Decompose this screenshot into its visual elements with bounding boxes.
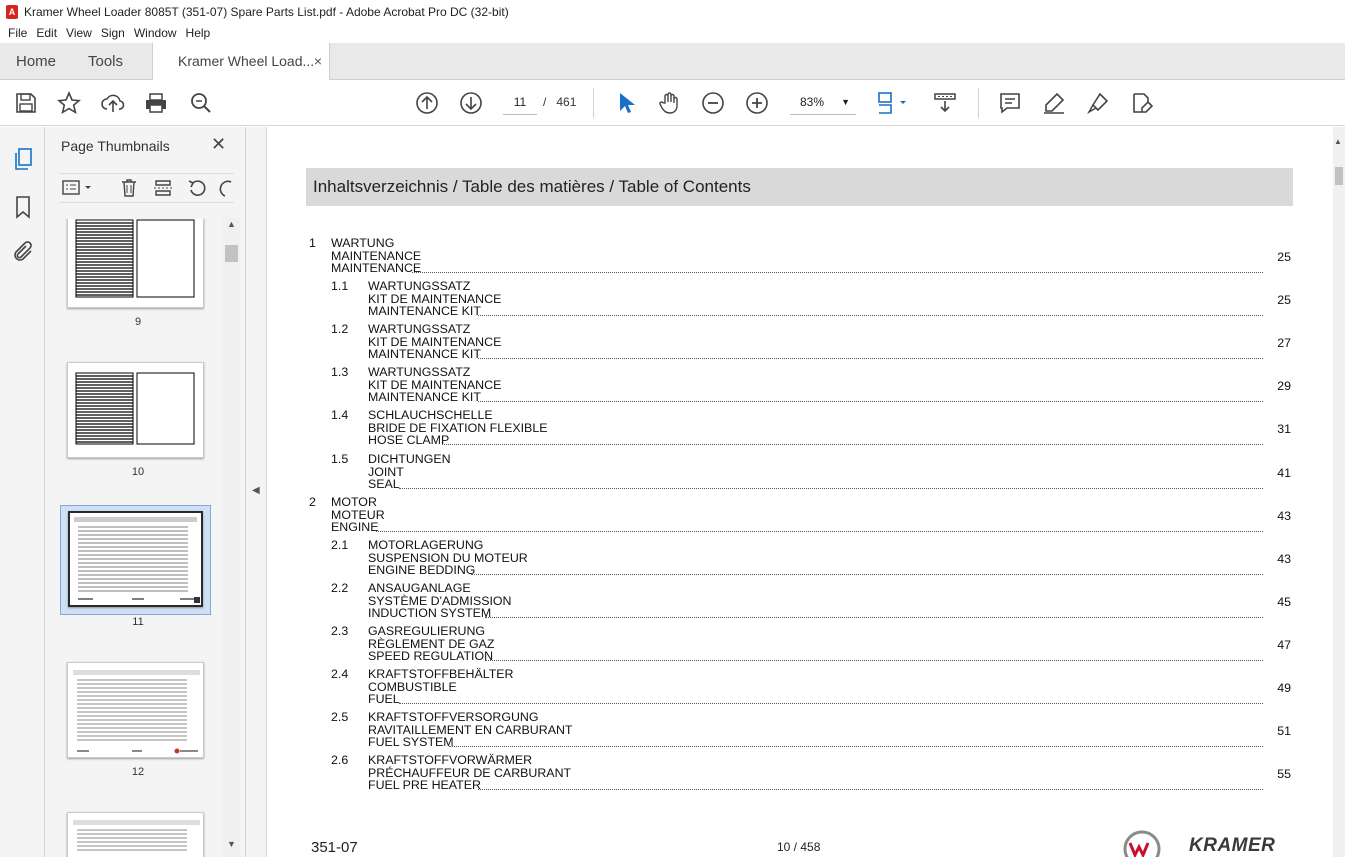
toc-entry-number: 1.2 bbox=[331, 322, 349, 336]
toc-entry-title-line: KRAFTSTOFFBEHÄLTER bbox=[368, 667, 514, 681]
toolbar-divider bbox=[978, 88, 979, 118]
tab-close-icon[interactable]: × bbox=[313, 53, 322, 69]
scroll-up-icon[interactable]: ▲ bbox=[1334, 137, 1342, 146]
toc-entry-title-line: WARTUNGSSATZ bbox=[368, 322, 471, 336]
toc-dot-leader bbox=[442, 444, 1263, 445]
scrollbar-thumb[interactable] bbox=[225, 245, 238, 262]
toc-entry-title-line: PRÉCHAUFFEUR DE CARBURANT bbox=[368, 765, 572, 780]
toolbar bbox=[0, 80, 1345, 126]
toc-entry-title-line: SUSPENSION DU MOTEUR bbox=[368, 550, 528, 565]
toc-entry-title-line: WARTUNGSSATZ bbox=[368, 279, 471, 293]
page-total-count: 461 bbox=[556, 95, 577, 109]
toc-entry-title-line: MAINTENANCE KIT bbox=[368, 304, 481, 319]
toc-dot-leader bbox=[399, 488, 1263, 489]
toc-entry[interactable] bbox=[267, 453, 1297, 493]
toc-page-number: 43 bbox=[1277, 552, 1291, 566]
toc-page-number: 43 bbox=[1277, 509, 1291, 523]
menu-view[interactable]: View bbox=[66, 26, 92, 40]
toc-dot-leader bbox=[399, 703, 1263, 704]
attachment-icon[interactable] bbox=[11, 240, 35, 264]
page-12-preview bbox=[68, 663, 205, 759]
toc-entry[interactable] bbox=[267, 625, 1297, 665]
toc-header: Inhaltsverzeichnis / Table des matières / Table of Contents bbox=[306, 168, 1293, 206]
toc-entry-title-line: FUEL bbox=[368, 692, 400, 707]
toc-entry-titles bbox=[368, 625, 494, 663]
toc-entry-title-line: KRAFTSTOFFVORWÄRMER bbox=[368, 753, 533, 767]
select-cursor-icon[interactable] bbox=[614, 91, 638, 115]
toc-entry-title-line: FUEL SYSTEM bbox=[368, 735, 454, 750]
toc-entry-title-line: ANSAUGANLAGE bbox=[368, 581, 471, 595]
toc-entry[interactable] bbox=[267, 711, 1297, 751]
toc-page-number: 47 bbox=[1277, 638, 1291, 652]
toc-entry-title-line: BRIDE DE FIXATION FLEXIBLE bbox=[368, 420, 548, 435]
thumbnail-toolbar bbox=[59, 173, 234, 203]
page-fit-icon[interactable] bbox=[876, 91, 908, 115]
window-title: Kramer Wheel Loader 8085T (351-07) Spare Parts List.pdf - Adobe Acrobat Pro DC (32-bit) bbox=[24, 4, 509, 19]
toc-page-number: 41 bbox=[1277, 466, 1291, 480]
toc-entry-title-line: KIT DE MAINTENANCE bbox=[368, 377, 502, 392]
scroll-down-icon[interactable]: ▼ bbox=[227, 839, 236, 849]
toc-entry-titles bbox=[368, 539, 528, 577]
hand-tool-icon[interactable] bbox=[657, 91, 681, 115]
print-icon[interactable] bbox=[144, 91, 168, 115]
thumbnail-page-10[interactable] bbox=[67, 362, 204, 458]
toc-entry-number: 1.3 bbox=[331, 365, 349, 379]
document-code: 351-07 bbox=[311, 839, 358, 856]
toc-entry-title-line: MAINTENANCE KIT bbox=[368, 390, 481, 405]
toc-entry-number: 1.4 bbox=[331, 408, 349, 422]
toc-entry[interactable] bbox=[267, 237, 1297, 277]
zoom-out-icon[interactable] bbox=[701, 91, 725, 115]
toc-entry-title-line: KRAFTSTOFFVERSORGUNG bbox=[368, 710, 539, 724]
zoom-in-icon[interactable] bbox=[745, 91, 769, 115]
toc-dot-leader bbox=[412, 272, 1263, 273]
toc-entry-title-line: MOTORLAGERUNG bbox=[368, 538, 484, 552]
thumbnail-list bbox=[45, 219, 231, 857]
toc-entry-title-line: KIT DE MAINTENANCE bbox=[368, 334, 502, 349]
tab-tools[interactable]: Tools bbox=[88, 53, 124, 70]
thumbnail-scrollbar[interactable] bbox=[223, 217, 240, 857]
draw-sign-icon[interactable] bbox=[1086, 91, 1110, 115]
toc-entry-number: 2.2 bbox=[331, 581, 349, 595]
toc-entry-title-line: MAINTENANCE bbox=[331, 261, 422, 276]
toc-entry-titles bbox=[368, 582, 512, 620]
toc-entry-number: 1.5 bbox=[331, 452, 349, 466]
tab-home[interactable]: Home bbox=[16, 53, 57, 70]
toc-entry-title-line: WARTUNG bbox=[331, 236, 395, 250]
bookmark-icon[interactable] bbox=[11, 195, 35, 219]
scroll-up-icon[interactable]: ▲ bbox=[227, 219, 236, 229]
toc-entry-title-line: WARTUNGSSATZ bbox=[368, 365, 471, 379]
toc-entry[interactable] bbox=[267, 582, 1297, 622]
tab-document[interactable] bbox=[152, 43, 330, 81]
zoom-value: 83% bbox=[800, 95, 825, 109]
panel-title: Page Thumbnails bbox=[61, 138, 170, 154]
toc-page-number: 25 bbox=[1277, 250, 1291, 264]
toc-entry-titles bbox=[368, 668, 514, 706]
toc-entry-title-line: SYSTÈME D'ADMISSION bbox=[368, 593, 512, 608]
toc-entry-number: 1 bbox=[309, 236, 316, 250]
toc-entry-titles bbox=[331, 237, 421, 275]
page-11-preview bbox=[70, 513, 201, 605]
toc-entry[interactable] bbox=[267, 409, 1297, 449]
toc-entry-title-line: SCHLAUCHSCHELLE bbox=[368, 408, 493, 422]
toc-entry[interactable] bbox=[267, 366, 1297, 406]
toc-dot-leader bbox=[478, 315, 1263, 316]
scroll-mode-icon[interactable] bbox=[933, 91, 957, 115]
acrobat-app-icon: A bbox=[6, 5, 18, 19]
bookmark-star-icon[interactable] bbox=[57, 91, 81, 115]
toc-entry[interactable] bbox=[267, 280, 1297, 320]
toc-entry-titles bbox=[368, 754, 571, 792]
page-thumbnails-icon[interactable] bbox=[11, 147, 35, 171]
toc-dot-leader bbox=[478, 401, 1263, 402]
toc-entry-title-line: DICHTUNGEN bbox=[368, 452, 451, 466]
thumbnail-page-11[interactable] bbox=[68, 511, 203, 607]
document-scrollbar[interactable] bbox=[1333, 127, 1345, 857]
previous-page-icon[interactable] bbox=[415, 91, 439, 115]
toc-page-number: 27 bbox=[1277, 336, 1291, 350]
toc-page-number: 29 bbox=[1277, 379, 1291, 393]
toc-entry-title-line: RAVITAILLEMENT EN CARBURANT bbox=[368, 722, 573, 737]
kramer-logo-icon bbox=[1122, 827, 1162, 857]
toc-entry-title-line: HOSE CLAMP bbox=[368, 433, 450, 448]
delete-page-icon[interactable] bbox=[119, 178, 139, 198]
chevron-down-icon: ▼ bbox=[841, 97, 850, 107]
page-9-preview bbox=[68, 219, 205, 309]
zoom-select[interactable] bbox=[790, 91, 856, 115]
toc-page-number: 49 bbox=[1277, 681, 1291, 695]
tab-bar bbox=[0, 43, 1345, 80]
menu-bar bbox=[0, 23, 1345, 43]
thumbnail-label: 10 bbox=[131, 466, 145, 478]
thumbnail-page-13[interactable] bbox=[67, 812, 204, 857]
toc-entry[interactable] bbox=[267, 539, 1297, 579]
fill-sign-icon[interactable] bbox=[1130, 91, 1154, 115]
toc-dot-leader bbox=[449, 746, 1263, 747]
toc-entry-title-line: FUEL PRE HEATER bbox=[368, 778, 481, 793]
zoom-search-icon[interactable] bbox=[189, 91, 213, 115]
toc-entry-title-line: MOTOR bbox=[331, 495, 377, 509]
toc-entry-titles bbox=[368, 409, 547, 447]
page-10-preview bbox=[68, 363, 205, 459]
page-separator: / bbox=[543, 95, 547, 109]
toc-dot-leader bbox=[478, 789, 1263, 790]
thumbnail-label: 9 bbox=[134, 316, 142, 328]
panel-collapse-strip[interactable] bbox=[246, 127, 267, 857]
toc-entry[interactable] bbox=[267, 754, 1297, 794]
brand-name: KRAMER bbox=[1189, 835, 1276, 856]
scrollbar-thumb[interactable] bbox=[1335, 167, 1343, 185]
thumbnail-label: 12 bbox=[131, 766, 145, 778]
toc-entry-title-line: RÈGLEMENT DE GAZ bbox=[368, 636, 495, 651]
menu-help[interactable]: Help bbox=[185, 26, 211, 40]
document-view bbox=[267, 127, 1333, 857]
toc-page-number: 51 bbox=[1277, 724, 1291, 738]
toc-page-number: 31 bbox=[1277, 422, 1291, 436]
toc-entry-title-line: COMBUSTIBLE bbox=[368, 679, 457, 694]
toc-entry[interactable] bbox=[267, 323, 1297, 363]
thumbnail-page-12[interactable] bbox=[67, 662, 204, 758]
toc-entry-title-line: SEAL bbox=[368, 477, 400, 492]
toolbar-divider bbox=[593, 88, 594, 118]
menu-sign[interactable]: Sign bbox=[100, 26, 125, 40]
toc-page-number: 25 bbox=[1277, 293, 1291, 307]
page-thumbnails-panel bbox=[45, 127, 246, 857]
toc-entry-title-line: KIT DE MAINTENANCE bbox=[368, 291, 502, 306]
toc-entry-number: 2.6 bbox=[331, 753, 349, 767]
rotate-ccw-icon[interactable] bbox=[187, 178, 207, 198]
page-13-preview bbox=[68, 813, 205, 857]
toc-dot-leader bbox=[485, 617, 1263, 618]
toc-entry-title-line: MAINTENANCE bbox=[331, 248, 422, 263]
menu-edit[interactable]: Edit bbox=[36, 26, 58, 40]
toc-entry-number: 2.5 bbox=[331, 710, 349, 724]
upload-cloud-icon[interactable] bbox=[101, 91, 125, 115]
toc-page-number: 45 bbox=[1277, 595, 1291, 609]
thumbnail-options-icon[interactable] bbox=[61, 178, 95, 198]
toc-entry-titles bbox=[368, 323, 501, 361]
title-bar bbox=[0, 0, 1345, 23]
menu-window[interactable]: Window bbox=[133, 26, 177, 40]
toc-entry-title-line: ENGINE bbox=[331, 520, 379, 535]
thumbnail-page-9[interactable] bbox=[67, 219, 204, 308]
toc-entry-title-line: SPEED REGULATION bbox=[368, 649, 494, 664]
toc-entry[interactable] bbox=[267, 668, 1297, 708]
left-rail bbox=[0, 127, 45, 857]
toc-entry-number: 2.4 bbox=[331, 667, 349, 681]
tab-document-label: Kramer Wheel Load... bbox=[178, 53, 315, 69]
toc-entry-titles bbox=[368, 366, 501, 404]
toc-entry-title-line: JOINT bbox=[368, 464, 404, 479]
toc-entry-title-line: MAINTENANCE KIT bbox=[368, 347, 481, 362]
rotate-cw-icon[interactable] bbox=[217, 178, 237, 198]
comment-icon[interactable] bbox=[998, 91, 1022, 115]
page-total bbox=[543, 91, 576, 113]
close-icon[interactable]: ✕ bbox=[211, 134, 227, 154]
toc-entry-titles bbox=[368, 711, 572, 749]
toc-entry[interactable] bbox=[267, 496, 1297, 536]
toc-entry-number: 2 bbox=[309, 495, 316, 509]
toc-page-number: 55 bbox=[1277, 767, 1291, 781]
toc-entry-title-line: GASREGULIERUNG bbox=[368, 624, 486, 638]
next-page-icon[interactable] bbox=[459, 91, 483, 115]
page-number-input[interactable]: 11 bbox=[503, 91, 537, 115]
toc-entry-number: 2.3 bbox=[331, 624, 349, 638]
toc-entry-number: 1.1 bbox=[331, 279, 349, 293]
toc-dot-leader bbox=[485, 660, 1263, 661]
toc-dot-leader bbox=[478, 358, 1263, 359]
extract-page-icon[interactable] bbox=[153, 178, 173, 198]
collapse-arrow-icon[interactable]: ◀ bbox=[252, 485, 260, 496]
save-icon[interactable] bbox=[14, 91, 38, 115]
thumbnail-label: 11 bbox=[132, 616, 144, 628]
toc-entry-title-line: INDUCTION SYSTEM bbox=[368, 606, 492, 621]
toc-entry-titles bbox=[368, 453, 451, 491]
toc-dot-leader bbox=[471, 574, 1263, 575]
toc-entry-title-line: ENGINE BEDDING bbox=[368, 563, 476, 578]
toc-entry-titles bbox=[331, 496, 385, 534]
toc-entry-titles bbox=[368, 280, 501, 318]
toc-entry-number: 2.1 bbox=[331, 538, 349, 552]
highlight-pen-icon[interactable] bbox=[1042, 91, 1066, 115]
page-footer-number: 10 / 458 bbox=[777, 840, 821, 854]
menu-file[interactable]: File bbox=[8, 26, 28, 40]
toc-dot-leader bbox=[376, 531, 1263, 532]
toc-entry-title-line: MOTEUR bbox=[331, 507, 385, 522]
